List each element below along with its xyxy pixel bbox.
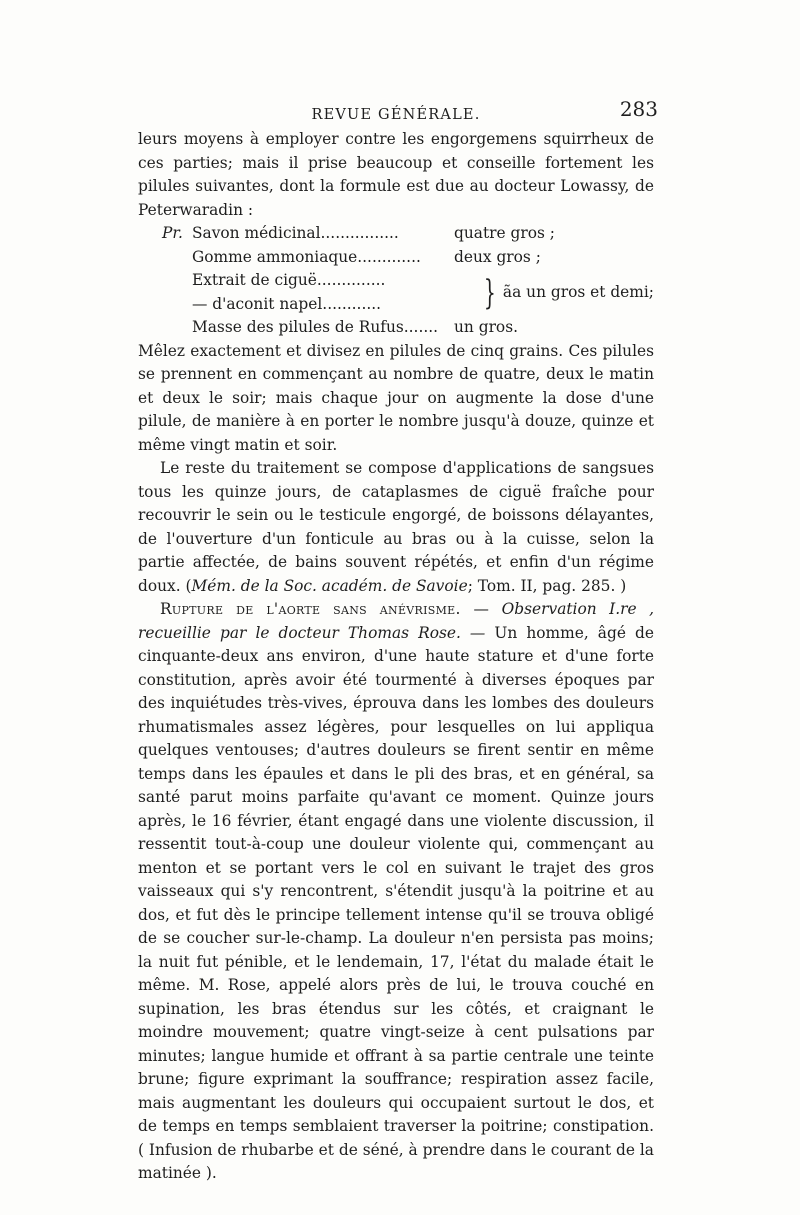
running-head: REVUE GÉNÉRALE. <box>311 107 481 123</box>
quantity: un gros. <box>454 318 518 336</box>
ingredient: — d'aconit napel............ <box>192 294 382 313</box>
quantity: quatre gros ; <box>454 224 555 242</box>
prescription-mark: Pr. <box>162 224 183 242</box>
paragraph-3: Le reste du traitement se compose d'applications de sangsues tous les quinze jours, de cataplasmes de ciguë fraîche pour recouvrir le sein ou le testicule engorgé, de boissons délayantes, de l'ouverture d'un fonticule au bras ou à la cuisse, selon la partie affectée, de bains souvent répétés, et enfin d'un régime doux. (Mém. de la Soc. académ. de Savoie; Tom. II, pag. 285. ) <box>138 459 654 595</box>
page-header <box>138 97 658 126</box>
brace-symbol: } <box>484 272 497 313</box>
ingredient: Extrait de ciguë.............. <box>192 271 386 289</box>
recipe-brace-group <box>162 269 654 316</box>
page-number: 283 <box>619 97 658 121</box>
prescription <box>162 222 654 340</box>
document-page <box>138 97 658 1186</box>
observation-title: Observation I.re , recueillie par le docteur Thomas Rose. — <box>138 600 654 642</box>
quantity: ãa un gros et demi; <box>502 282 654 301</box>
quantity: deux gros ; <box>454 247 541 266</box>
observation-body: Un homme, âgé de cinquante-deux ans environ, d'une haute stature et d'une forte constitution, après avoir été tourmenté à diverses époques par des inquiétudes très-vives, éprouva dans les lombes des douleurs rhumatismales assez légères, pour lesquelles on lui appliqua quelques ventouses; d'autres douleurs se firent sentir en même temps dans les épaules et dans le pli des bras, et en général, sa santé parut moins parfaite qu'avant ce moment. Quinze jours après, le 16 février, étant engagé dans une violente discussion, il ressentit tout-à-coup une douleur violente qui, commençant au menton et se portant vers le col en suivant le trajet des gros vaisseaux qui s'y rencontrent, s'étendit jusqu'à la poitrine et au dos, et fut dès le principe tellement intense qu'il se trouva obligé de se coucher sur-le-champ. La douleur n'en persista pas moins; la nuit fut pénible, et le lendemain, 17, l'état du malade était le même. M. Rose, appelé alors près de lui, le trouva couché en supination, les bras étendus sur les côtés, et craignant le moindre mouvement; quatre vingt-seize à cent pulsations par minutes; langue humide et offrant à sa partie centrale une teinte brune; figure exprimant la souffrance; respiration assez facile, mais augmentant les douleurs qui occupaient surtout le dos, et de temps en temps semblaient traverser la poitrine; constipation. ( Infusion de rhubarbe et de séné, à prendre dans le courant de la matinée ). <box>138 623 654 1182</box>
recipe-row <box>162 316 654 340</box>
recipe-row <box>162 222 654 246</box>
recipe-row <box>162 246 654 270</box>
ingredient: Savon médicinal................ <box>192 224 399 242</box>
ingredient: Gomme ammoniaque............. <box>192 247 421 266</box>
journal-reference: Mém. de la Soc. académ. de Savoie <box>191 576 468 595</box>
ingredient: Masse des pilules de Rufus....... <box>192 318 439 336</box>
paragraph-1: leurs moyens à employer contre les engorgemens squirrheux de ces parties; mais il prise beaucoup et conseille fortement les pilules suivantes, dont la formule est due au docteur Lowassy, de Peterwaradin : <box>138 130 654 219</box>
section-heading: Rupture de l'aorte sans anévrisme. — <box>160 600 490 618</box>
paragraph-2: Mêlez exactement et divisez en pilules de cinq grains. Ces pilules se prennent en commençant au nombre de quatre, deux le matin et deux le soir; mais chaque jour on augmente la dose d'une pilule, de manière à en porter le nombre jusqu'à douze, quinze et même vingt matin et soir. <box>138 341 654 454</box>
paragraph-4 <box>138 598 654 1186</box>
